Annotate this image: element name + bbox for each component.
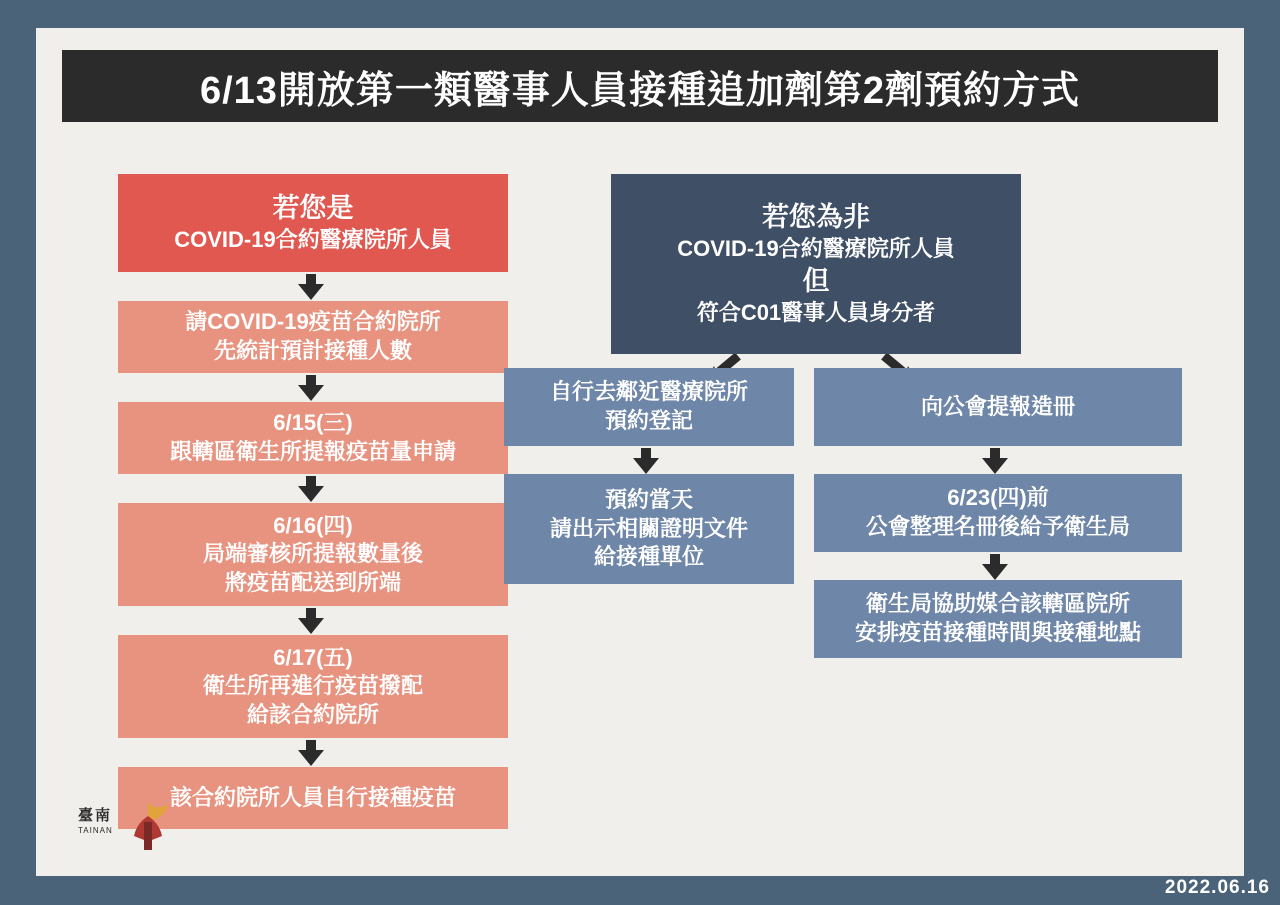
right-header-line2: COVID-19合約醫療院所人員	[677, 236, 955, 262]
right-a2-line1: 預約當天	[604, 487, 693, 513]
right-path-a-step-2	[504, 474, 794, 584]
right-b1-line1: 向公會提報造冊	[920, 393, 1075, 419]
footer-band	[0, 875, 1280, 905]
left-header-line2: COVID-19合約醫療院所人員	[174, 227, 452, 253]
slide-canvas	[36, 28, 1244, 876]
right-path-b-step-2	[814, 474, 1182, 552]
right-a2-line3: 給接種單位	[593, 544, 704, 570]
arrow-right-b-2	[978, 554, 1018, 580]
right-b2-line2: 公會整理名冊後給予衛生局	[865, 514, 1130, 539]
right-header-line4: 符合C01醫事人員身分者	[696, 300, 936, 326]
right-a2-line2: 請出示相關證明文件	[549, 515, 748, 541]
arrow-left-2	[294, 375, 334, 401]
left-step-4-line2: 衛生所再進行疫苗撥配	[202, 673, 423, 699]
left-step-1	[118, 301, 508, 373]
left-step-3	[118, 503, 508, 606]
right-a1-line2: 預約登記	[604, 408, 693, 433]
right-b3-line2: 安排疫苗接種時間與接種地點	[854, 620, 1141, 645]
left-branch-header	[118, 174, 508, 272]
arrow-left-3	[294, 476, 334, 502]
left-step-1-line1: 請COVID-19疫苗合約院所	[185, 309, 441, 335]
left-step-5-line1: 該合約院所人員自行接種疫苗	[169, 784, 456, 810]
left-step-4-line1: 6/17(五)	[273, 644, 353, 670]
arrow-left-5	[294, 740, 334, 766]
left-step-1-line2: 先統計預計接種人數	[213, 338, 412, 363]
page-title: 6/13開放第一類醫事人員接種追加劑第2劑預約方式	[62, 50, 1218, 122]
right-header-line1: 若您為非	[762, 202, 870, 233]
right-path-b-step-1	[814, 368, 1182, 446]
arrow-left-4	[294, 608, 334, 634]
logo-name: 臺南	[78, 807, 113, 824]
right-path-b-step-3	[814, 580, 1182, 658]
left-header-line1: 若您是	[272, 193, 354, 224]
right-b2-line1: 6/23(四)前	[947, 485, 1049, 511]
tainan-city-logo	[76, 800, 186, 854]
left-step-2-line2: 跟轄區衛生所提報疫苗量申請	[169, 439, 456, 464]
logo-subtitle: TAINAN	[78, 826, 113, 835]
right-path-a-step-1	[504, 368, 794, 446]
right-branch-header	[611, 174, 1021, 354]
right-header-line3: 但	[802, 266, 830, 296]
left-step-2	[118, 402, 508, 474]
date-label: 2022.06.16	[1164, 877, 1270, 898]
left-step-4	[118, 635, 508, 738]
logo-mark-icon	[118, 800, 178, 852]
right-a1-line1: 自行去鄰近醫療院所	[549, 379, 748, 405]
right-b3-line1: 衛生局協助媒合該轄區院所	[865, 591, 1130, 617]
left-step-3-line2: 局端審核所提報數量後	[202, 541, 423, 567]
arrow-right-b-1	[978, 448, 1018, 474]
left-step-3-line3: 將疫苗配送到所端	[224, 569, 401, 595]
arrow-right-a-1	[629, 448, 669, 474]
left-step-4-line3: 給該合約院所	[246, 701, 379, 727]
arrow-left-1	[294, 274, 334, 300]
left-step-2-line1: 6/15(三)	[273, 410, 353, 436]
left-step-3-line1: 6/16(四)	[273, 512, 353, 538]
